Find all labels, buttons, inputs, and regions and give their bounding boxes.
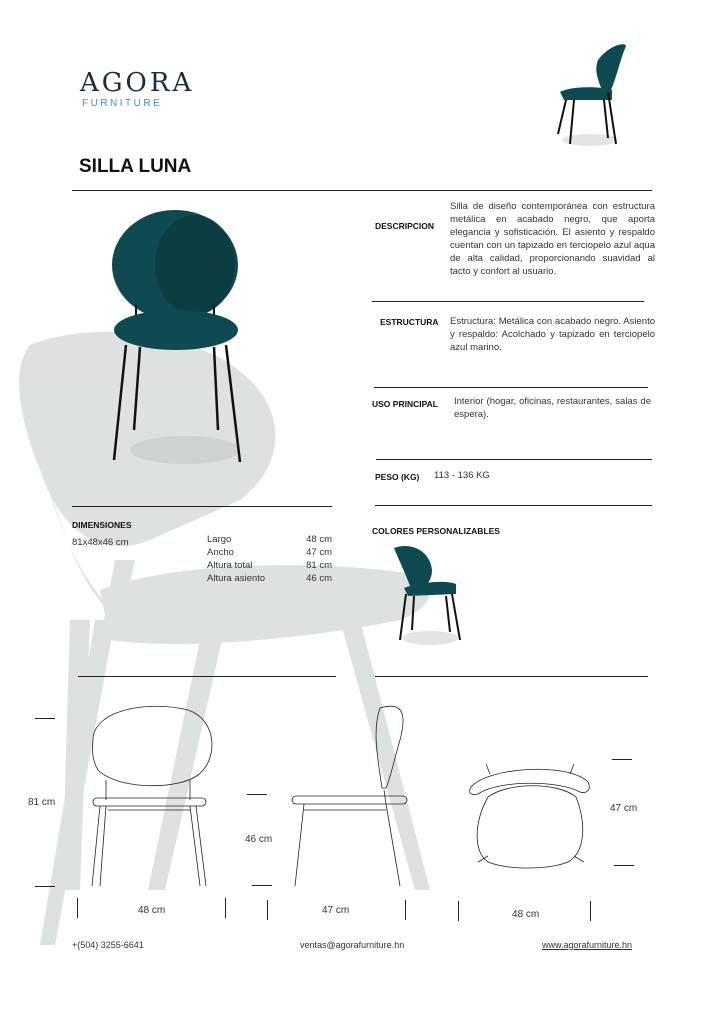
dim-tick bbox=[225, 898, 226, 918]
chair-top-drawing bbox=[468, 752, 593, 872]
dim-tick bbox=[267, 900, 268, 920]
divider bbox=[72, 190, 652, 191]
top-width-label: 48 cm bbox=[512, 909, 540, 920]
uso-text: Interior (hogar, oficinas, restaurantes, salas de espera). bbox=[454, 396, 651, 420]
dim-tick bbox=[247, 794, 267, 795]
estructura-label: ESTRUCTURA bbox=[380, 317, 439, 327]
descripcion-text: Silla de diseño contemporánea con estructura metálica en acabado negro, que aporta elegancia y sofisticación. El asiento y respaldo cuentan con un tapizado en terciopelo azul aqua de alta calidad, proporcionando suavidad al tacto y confort al usuario. bbox=[450, 201, 655, 277]
uso-label: USO PRINCIPAL bbox=[372, 399, 438, 409]
dimensiones-summary: 81x48x46 cm bbox=[72, 537, 129, 548]
dimensiones-table bbox=[207, 533, 332, 585]
divider bbox=[375, 505, 652, 506]
dim-tick bbox=[405, 900, 406, 920]
dim-row: Ancho 47 cm bbox=[207, 547, 332, 558]
estructura-text: Estructura: Metálica con acabado negro. Asiento y respaldo: Acolchado y tapizado en terciopelo azul marino. bbox=[450, 316, 655, 353]
dim-tick bbox=[590, 901, 591, 921]
colores-label: COLORES PERSONALIZABLES bbox=[372, 526, 500, 536]
dimensiones-label: DIMENSIONES bbox=[72, 520, 132, 530]
divider bbox=[374, 387, 648, 388]
divider bbox=[78, 676, 336, 677]
dim-tick bbox=[35, 718, 55, 719]
product-title: SILLA LUNA bbox=[79, 156, 192, 177]
peso-label: PESO (KG) bbox=[375, 472, 420, 482]
divider bbox=[72, 506, 332, 507]
brand-tagline: FURNITURE bbox=[82, 98, 163, 109]
dim-tick bbox=[35, 886, 55, 887]
dim-row: Largo 48 cm bbox=[207, 534, 332, 545]
top-depth-label: 47 cm bbox=[610, 803, 638, 814]
descripcion-label: DESCRIPCION bbox=[375, 221, 435, 231]
footer-website-link[interactable]: www.agorafurniture.hn bbox=[542, 940, 633, 950]
dim-tick bbox=[614, 865, 634, 866]
dim-tick bbox=[612, 759, 632, 760]
chair-color-sample bbox=[390, 540, 465, 650]
footer-email[interactable]: ventas@agorafurniture.hn bbox=[300, 940, 405, 950]
dim-tick bbox=[77, 898, 78, 918]
side-seat-height-label: 46 cm bbox=[245, 834, 273, 845]
dim-tick bbox=[252, 885, 272, 886]
dim-tick bbox=[458, 901, 459, 921]
footer-phone[interactable]: +(504) 3255-6641 bbox=[72, 940, 144, 950]
front-height-label: 81 cm bbox=[28, 797, 56, 808]
divider bbox=[375, 676, 648, 677]
front-width-label: 48 cm bbox=[138, 905, 166, 916]
dim-row: Altura total 81 cm bbox=[207, 560, 332, 571]
chair-side-drawing bbox=[290, 700, 410, 890]
chair-side-thumbnail bbox=[550, 40, 630, 150]
brand-logo: AGORA bbox=[80, 68, 195, 98]
dim-row: Altura asiento 46 cm bbox=[207, 573, 332, 584]
peso-text: 113 - 136 KG bbox=[434, 470, 490, 481]
chair-front-photo bbox=[100, 205, 260, 470]
divider bbox=[376, 459, 652, 460]
divider bbox=[372, 301, 644, 302]
chair-front-drawing bbox=[88, 700, 218, 900]
side-depth-label: 47 cm bbox=[322, 905, 350, 916]
